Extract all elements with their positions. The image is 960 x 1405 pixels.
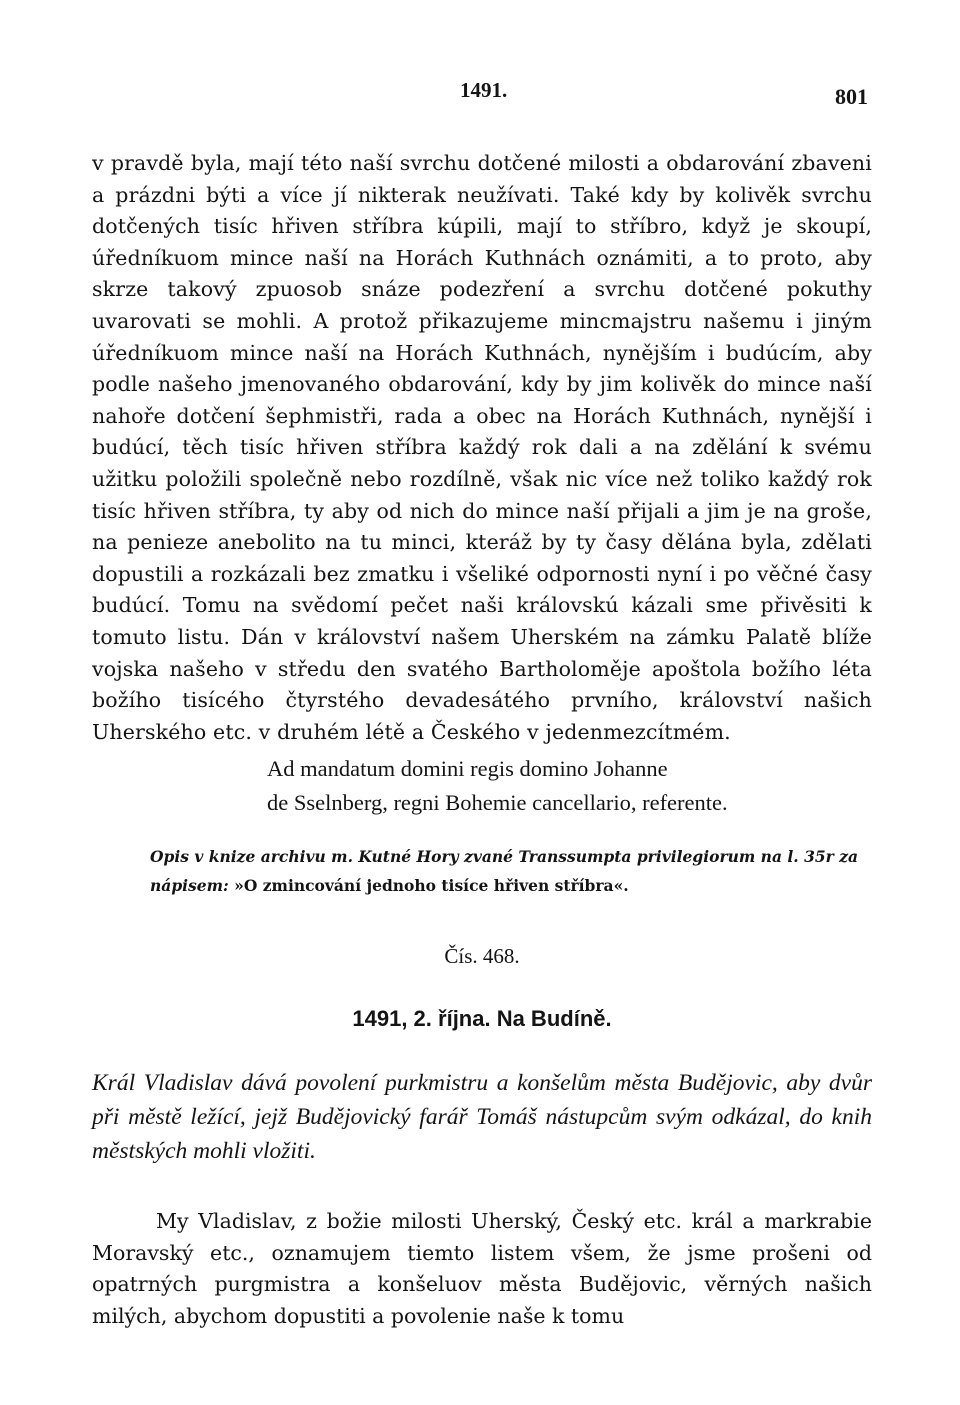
signature-line-2: de Sselnberg, regni Bohemie cancellario, referente. (267, 790, 728, 816)
page-header (92, 70, 872, 110)
body-paragraph: v pravdě byla, mají této naší svrchu dotčené milosti a obdarování zbaveni a prázdni býti a více jí nikterak neužívati. Také kdy by kolivěk svrchu dotčených tisíc hřiven stříbra kúpili, mají to stříbro, když je skoupí, úředníkuom mince naší na Horách Kuthnách oznámiti, a to proto, aby skrze takový zpuosob snáze podezření a svrchu dotčené pokuthy uvarovati se mohli. A protož přikazujeme mincmajstru našemu i jiným úředníkuom mince naší na Horách Kuthnách, nynějším i budúcím, aby podle našeho jmenovaného obdarování, kdy by jim kolivěk do mince naší nahoře dotčení šephmistři, rada a obec na Horách Kuthnách, nynější i budúcí, těch tisíc hřiven stříbra každý rok dali a na zdělání k svému užitku položili společně nebo rozdílně, však nic více než toliko každý rok tisíc hřiven stříbra, ty aby od nich do mince naší přijali a jim je na groše, na penieze anebolito na tu minci, kteráž by ty časy dělána byla, zdělati dopustili a rozkázali bez zmatku i všeliké odpornosti nyní i po věčné časy budúcí. Tomu na svědomí pečet naši královskú kázali sme přivěsiti k tomuto listu. Dán v království našem Uherském na zámku Palatě blíže vojska našeho v středu den svatého Bartholoměje apoštola božího léta božího tisícého čtyrstého devadesátého prvního, království našich Uherského etc. v druhém létě a Českého v jedenmezcítmém. (92, 151, 872, 744)
document-page (92, 70, 872, 1332)
body-paragraph-container (92, 148, 872, 748)
summary-text: Král Vladislav dává povolení purkmistru a konšelům města Budějovic, aby dvůr při městě ležící, jejž Budějovický farář Tomáš nástupcům svým odkázal, do knih městských mohli vložiti. (92, 1070, 872, 1165)
source-note-italic: Opis v knize archivu m. Kutné Hory zvané Transsumpta privilegiorum na l. 35r za nápisem: (150, 847, 859, 896)
document-summary (92, 1066, 872, 1168)
header-year: 1491. (460, 78, 508, 102)
document-number: Čís. 468. (444, 944, 520, 969)
signature-block (267, 752, 872, 820)
signature-line-1: Ad mandatum domini regis domino Johanne (267, 756, 668, 782)
source-note-plain: »O zmincování jednoho tisíce hřiven stříbra«. (234, 876, 629, 896)
document-date-place: 1491, 2. října. Na Budíně. (352, 1006, 612, 1032)
final-paragraph-container (92, 1206, 872, 1332)
source-note (150, 842, 872, 900)
page-number: 801 (835, 84, 868, 109)
final-paragraph: My Vladislav, z božie milosti Uherský, Český etc. král a markrabie Moravský etc., oznamujem tiemto listem všem, že jsme prošeni od opatrných purgmistra a konšeluov města Budějovic, věrných našich milých, abychom dopustiti a povolenie naše k tomu (92, 1209, 872, 1328)
